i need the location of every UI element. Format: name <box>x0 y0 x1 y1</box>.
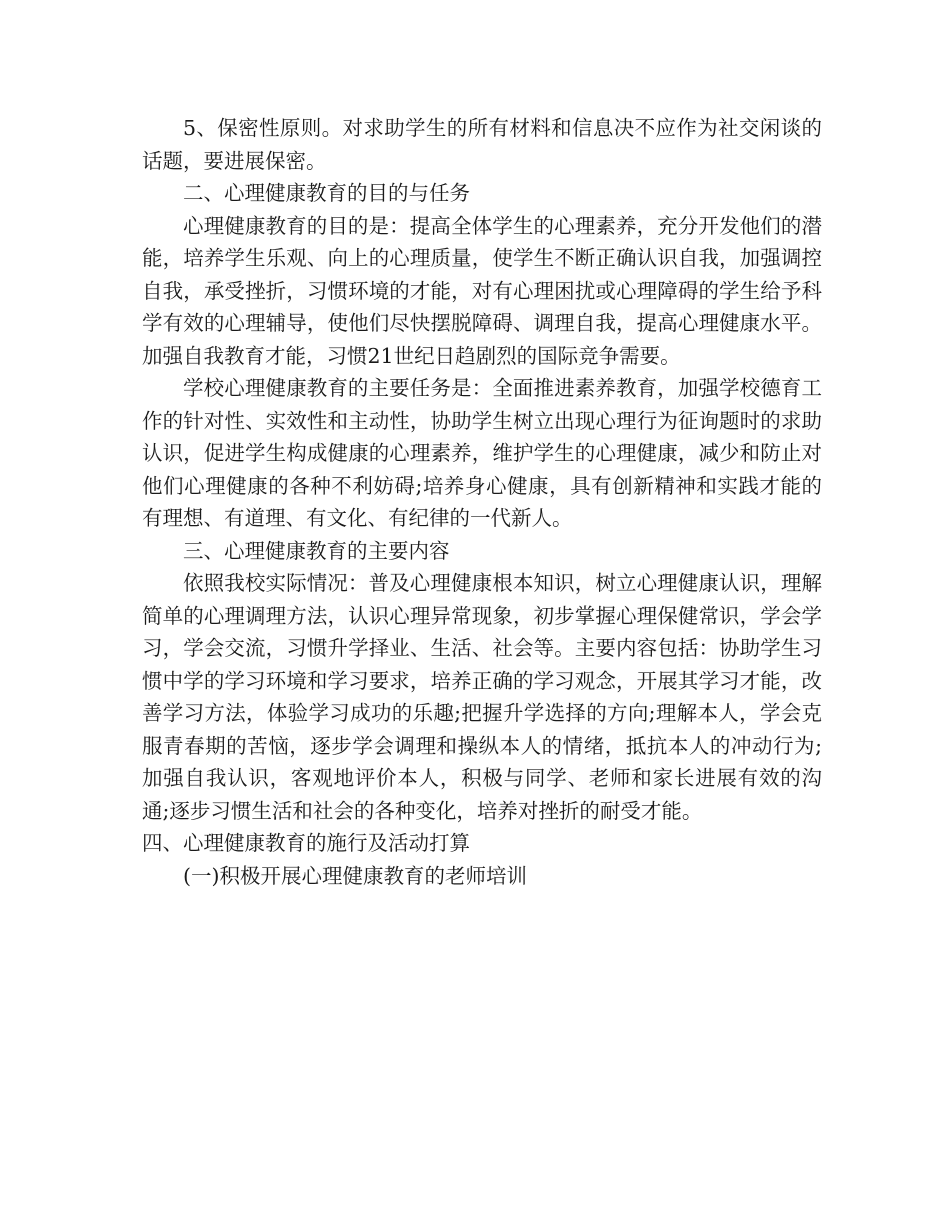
document-body <box>142 112 822 892</box>
paragraph-confidentiality-principle: 5、保密性原则。对求助学生的所有材料和信息决不应作为社交闲谈的话题，要进展保密。 <box>142 116 822 173</box>
section-heading-implementation-plan: 四、心理健康教育的施行及活动打算 <box>142 831 470 855</box>
section-heading-goals-and-tasks: 二、心理健康教育的目的与任务 <box>183 181 470 205</box>
paragraph-education-goals: 心理健康教育的目的是：提高全体学生的心理素养，充分开发他们的潜能，培养学生乐观、向上的心理质量，使学生不断正确认识自我，加强调控自我，承受挫折，习惯环境的才能，对有心理困扰或心理障碍的学生给予科学有效的心理辅导，使他们尽快摆脱障碍、调理自我，提高心理健康水平。加强自我教育才能，习惯21世纪日趋剧烈的国际竞争需要。 <box>142 213 822 368</box>
section-heading-main-content: 三、心理健康教育的主要内容 <box>183 538 450 563</box>
subsection-heading-teacher-training: (一)积极开展心理健康教育的老师培训 <box>183 863 527 888</box>
paragraph-main-content: 依照我校实际情况：普及心理健康根本知识，树立心理健康认识，理解简单的心理调理方法，认识心理异常现象，初步掌握心理保健常识，学会学习，学会交流，习惯升学择业、生活、社会等。主要内容包括：协助学生习惯中学的学习环境和学习要求，培养正确的学习观念，开展其学习才能，改善学习方法，体验学习成功的乐趣;把握升学选择的方向;理解本人，学会克服青春期的苦恼，逐步学会调理和操纵本人的情绪，抵抗本人的冲动行为;加强自我认识，客观地评价本人，积极与同学、老师和家长进展有效的沟通;逐步习惯生活和社会的各种变化，培养对挫折的耐受才能。 <box>142 571 822 823</box>
paragraph-main-tasks: 学校心理健康教育的主要任务是：全面推进素养教育，加强学校德育工作的针对性、实效性和主动性，协助学生树立出现心理行为征询题时的求助认识，促进学生构成健康的心理素养，维护学生的心理健康，减少和防止对他们心理健康的各种不利妨碍;培养身心健康，具有创新精神和实践才能的有理想、有道理、有文化、有纪律的一代新人。 <box>142 376 822 530</box>
